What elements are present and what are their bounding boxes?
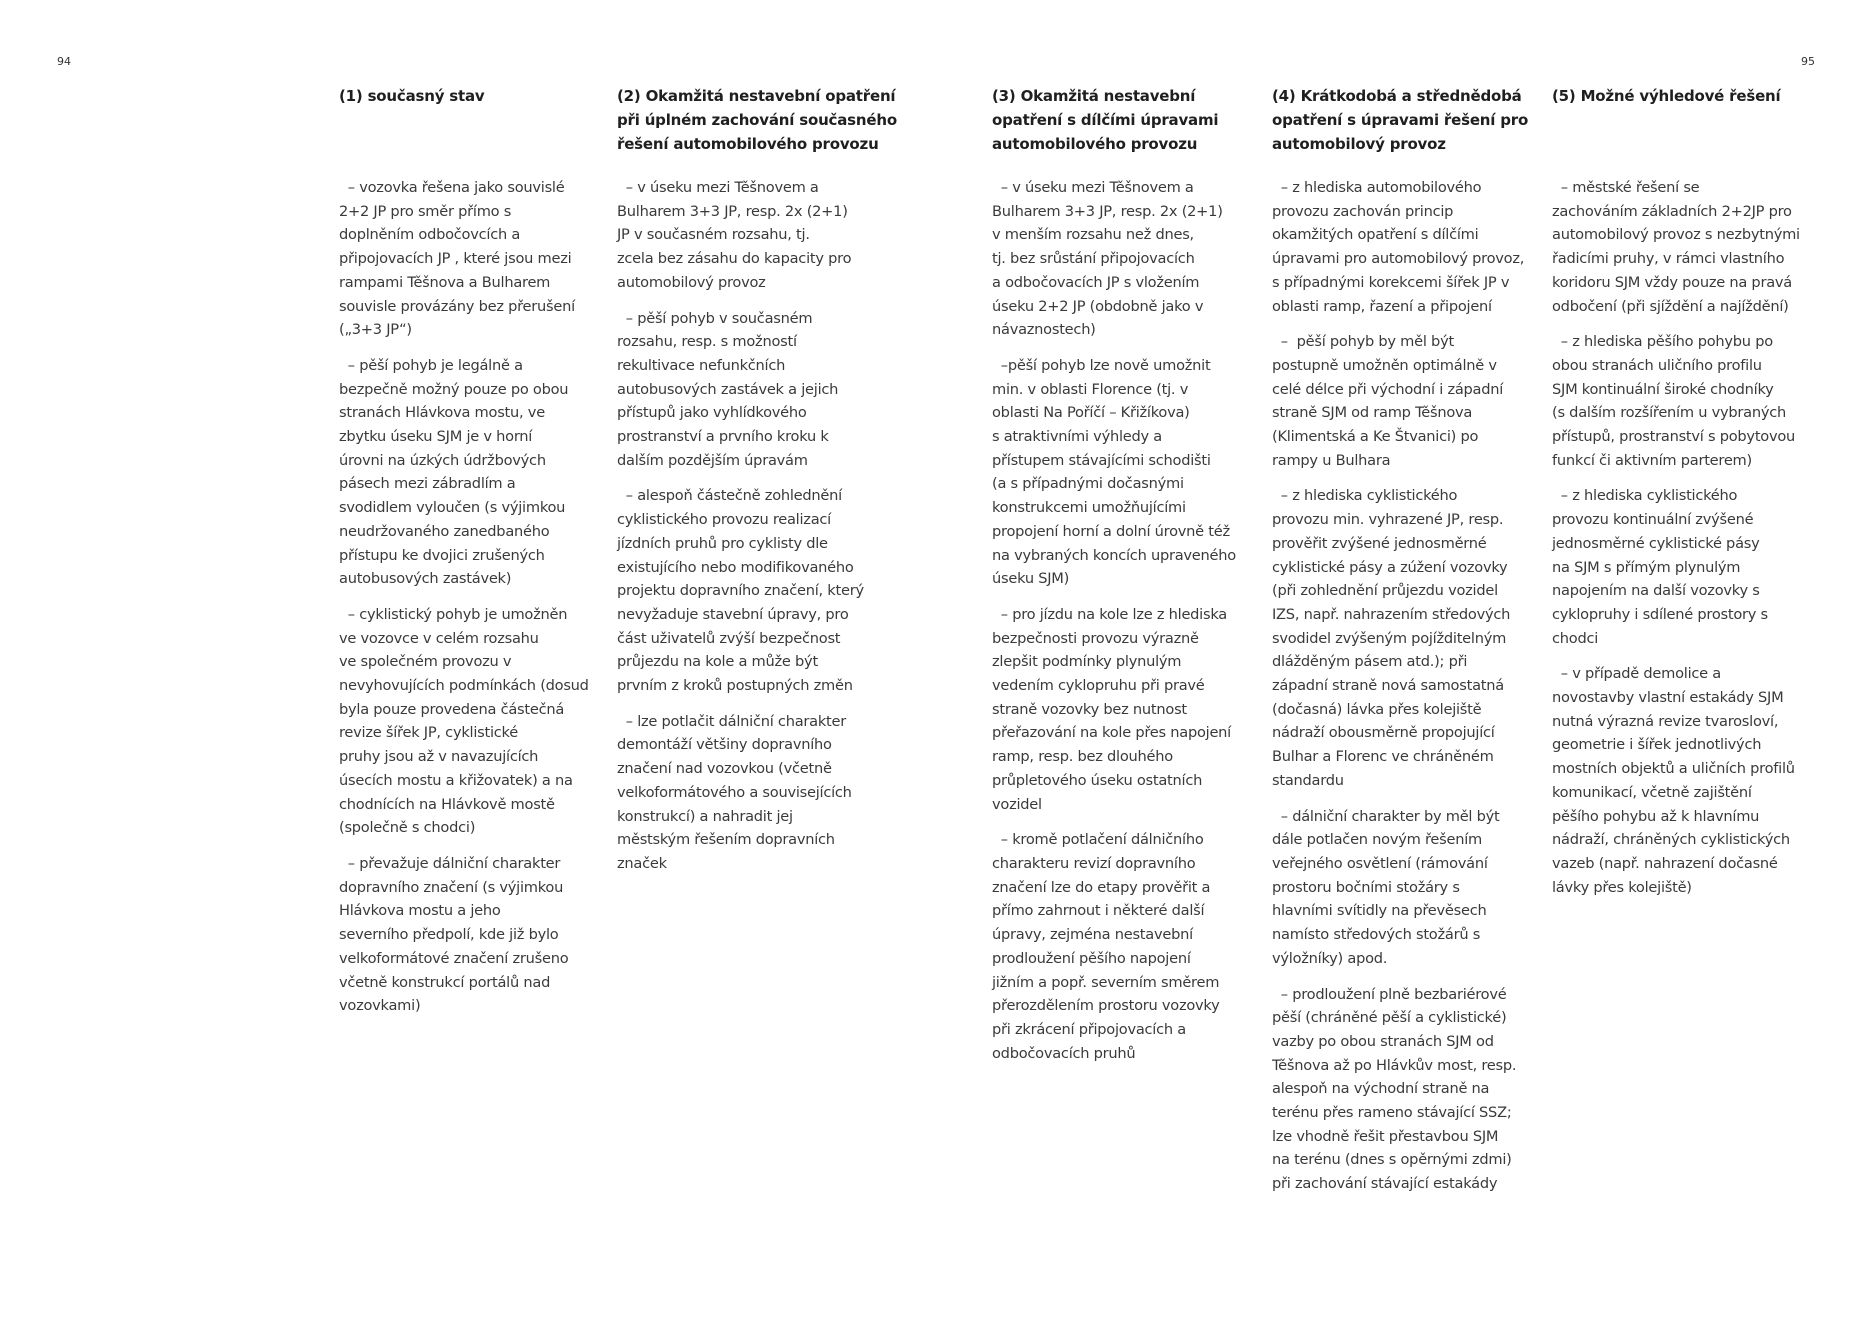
text-line: při zachování stávající estakády <box>1272 1175 1498 1193</box>
text-line: – z hlediska automobilového <box>1272 179 1482 196</box>
text-line: celé délce při východní i západní <box>1272 380 1504 398</box>
text-line: provozu min. vyhrazené JP, resp. <box>1272 511 1504 529</box>
text-line: úseku SJM) <box>992 570 1070 588</box>
text-line: s atraktivními výhledy a <box>992 428 1162 446</box>
text-line: ve společném provozu v <box>339 653 512 671</box>
text-line: terénu přes rameno stávající SSZ; <box>1272 1104 1512 1122</box>
text-line: mostních objektů a uličních profilů <box>1552 760 1795 778</box>
text-line: vedením cyklopruhu při pravé <box>992 677 1205 695</box>
text-line: oblasti ramp, řazení a připojení <box>1272 297 1492 315</box>
text-line: – městské řešení se <box>1552 179 1700 196</box>
text-line: a odbočovacích JP s vložením <box>992 273 1200 291</box>
heading-line: (2) Okamžitá nestavební opatření <box>617 87 896 105</box>
text-line: zcela bez zásahu do kapacity pro <box>617 250 852 268</box>
bullet-paragraph <box>339 176 614 342</box>
text-line: městským řešením dopravních <box>617 831 835 849</box>
text-line: dlážděným pásem atd.); při <box>1272 653 1468 671</box>
bullet-paragraph <box>617 176 892 295</box>
text-line: včetně konstrukcí portálů nad <box>339 973 551 991</box>
text-line: prvním z kroků postupných změn <box>617 677 853 695</box>
text-line: úseku 2+2 JP (obdobně jako v <box>992 297 1204 315</box>
text-line: obou stranách uličního profilu <box>1552 356 1762 374</box>
text-line: přístupem stávajícími schodišti <box>992 451 1211 469</box>
text-line: konstrukcemi umožňujícími <box>992 499 1186 517</box>
text-line: hlavními svítidly na převěsech <box>1272 902 1487 920</box>
text-line: propojení horní a dolní úrovně též <box>992 522 1230 540</box>
text-line: IZS, např. nahrazením středových <box>1272 605 1511 623</box>
text-line: úrovni na úzkých údržbových <box>339 451 546 469</box>
text-line: část uživatelů zvýší bezpečnost <box>617 629 841 647</box>
text-line: při zkrácení připojovacích a <box>992 1020 1186 1038</box>
text-line: úpravy, zejména nestavební <box>992 926 1193 944</box>
bullet-paragraph <box>1272 176 1547 318</box>
text-line: cyklistického provozu realizací <box>617 511 831 529</box>
column-long-term-vision <box>1552 84 1827 911</box>
text-line: značek <box>617 854 667 872</box>
bullet-paragraph <box>339 603 614 840</box>
bullet-paragraph <box>992 176 1267 342</box>
text-line: pěší (chráněné pěší a cyklistické) <box>1272 1009 1507 1027</box>
text-line: (s dalším rozšířením u vybraných <box>1552 404 1786 422</box>
column-body <box>992 176 1267 1065</box>
column-immediate-measures <box>617 84 897 888</box>
text-line: rozsahu, resp. s možností <box>617 333 797 351</box>
text-line: cyklopruhy i sdílené prostory s <box>1552 605 1768 623</box>
text-line: přeřazování na kole přes napojení <box>992 724 1231 742</box>
text-line: výložníky) apod. <box>1272 949 1388 967</box>
text-line: Hlávkova mostu a jeho <box>339 902 501 920</box>
text-line: demontáží většiny dopravního <box>617 736 832 754</box>
column-body <box>1552 176 1827 899</box>
text-line: připojovacích JP , které jsou mezi <box>339 250 572 268</box>
text-line: – z hlediska pěšího pohybu po <box>1552 333 1773 351</box>
text-line: (společně s chodci) <box>339 819 476 837</box>
text-line: úpravami pro automobilový provoz, <box>1272 250 1525 268</box>
text-line: souvisle provázány bez přerušení <box>339 297 575 315</box>
text-line: – z hlediska cyklistického <box>1552 487 1738 505</box>
text-line: vozovkami) <box>339 997 421 1015</box>
text-line: prostoru bočními stožáry s <box>1272 878 1460 896</box>
text-line: veřejného osvětlení (rámování <box>1272 854 1488 872</box>
text-line: postupně umožněn optimálně v <box>1272 356 1497 374</box>
heading-line: při úplném zachování současného <box>617 111 897 129</box>
heading-line: (4) Krátkodobá a střednědobá <box>1272 87 1522 105</box>
heading-line: opatření s úpravami řešení pro <box>1272 111 1529 129</box>
text-line: (dočasná) lávka přes kolejiště <box>1272 700 1482 718</box>
text-line: straně SJM od ramp Těšnova <box>1272 404 1473 422</box>
text-line: dále potlačen novým řešením <box>1272 831 1482 849</box>
text-line: byla pouze provedena částečná <box>339 700 565 718</box>
heading-line: (3) Okamžitá nestavební <box>992 87 1196 105</box>
text-line: rampami Těšnova a Bulharem <box>339 273 551 291</box>
text-line: jednosměrné cyklistické pásy <box>1552 534 1760 552</box>
text-line: na vybraných koncích upraveného <box>992 546 1236 564</box>
text-line: vozidel <box>992 795 1042 813</box>
text-line: přístupů jako vyhlídkového <box>617 404 807 422</box>
text-line: komunikací, včetně zajištění <box>1552 783 1752 801</box>
heading-line: automobilového provozu <box>992 135 1198 153</box>
text-line: neudržovaného zanedbaného <box>339 522 550 540</box>
heading-line: řešení automobilového provozu <box>617 135 879 153</box>
text-line: autobusových zastávek a jejich <box>617 380 839 398</box>
text-line: doplněním odbočovcích a <box>339 226 521 244</box>
heading-line: (1) současný stav <box>339 87 485 105</box>
bullet-paragraph <box>992 828 1267 1065</box>
text-line: značení lze do etapy prověřit a <box>992 878 1211 896</box>
bullet-paragraph <box>992 603 1267 816</box>
text-line: – v případě demolice a <box>1552 665 1721 683</box>
text-line: ramp, resp. bez dlouhého <box>992 748 1173 766</box>
text-line: rampy u Bulhara <box>1272 451 1391 469</box>
column-current-state <box>339 84 614 1030</box>
text-line: revize šířek JP, cyklistické <box>339 724 518 742</box>
bullet-paragraph <box>617 484 892 697</box>
text-line: průpletového úseku ostatních <box>992 771 1203 789</box>
text-line: zachováním základních 2+2JP pro <box>1552 202 1792 220</box>
text-line: dopravního značení (s výjimkou <box>339 878 564 896</box>
column-body <box>1272 176 1547 1196</box>
text-line: vazby po obou stranách SJM od <box>1272 1032 1494 1050</box>
text-line: projektu dopravního značení, který <box>617 582 864 600</box>
text-line: automobilový provoz <box>617 273 766 291</box>
page-number-left: 94 <box>57 55 71 68</box>
text-line: značení nad vozovkou (včetně <box>617 760 832 778</box>
text-line: odbočení (při sjíždění a najíždění) <box>1552 297 1789 315</box>
text-line: – pro jízdu na kole lze z hlediska <box>992 605 1227 623</box>
text-line: koridoru SJM vždy pouze na pravá <box>1552 273 1792 291</box>
heading-line: (5) Možné výhledové řešení <box>1552 87 1781 105</box>
text-line: – kromě potlačení dálničního <box>992 831 1204 849</box>
text-line: – pěší pohyb je legálně a <box>339 356 523 374</box>
bullet-paragraph <box>1552 330 1827 472</box>
column-partial-adjustments <box>992 84 1267 1077</box>
text-line: alespoň na východní straně na <box>1272 1080 1490 1098</box>
text-line: západní straně nová samostatná <box>1272 677 1504 695</box>
text-line: v menším rozsahu než dnes, <box>992 226 1194 244</box>
text-line: přerozdělením prostoru vozovky <box>992 997 1220 1015</box>
bullet-paragraph <box>617 307 892 473</box>
text-line: – převažuje dálniční charakter <box>339 854 561 872</box>
page-number-right: 95 <box>1801 55 1815 68</box>
text-line: s případnými korekcemi šířek JP v <box>1272 273 1510 291</box>
text-line: – z hlediska cyklistického <box>1272 487 1458 505</box>
text-line: zbytku úseku SJM je v horní <box>339 428 533 446</box>
text-line: chodnících na Hlávkově mostě <box>339 795 555 813</box>
text-line: novostavby vlastní estakády SJM <box>1552 689 1784 707</box>
heading-line: opatření s dílčími úpravami <box>992 111 1219 129</box>
text-line: úsecích mostu a křižovatek) a na <box>339 771 573 789</box>
text-line: straně vozovky bez nutnost <box>992 700 1187 718</box>
text-line: velkoformátového a souvisejících <box>617 783 852 801</box>
text-line: bezpečně možný pouze po obou <box>339 380 569 398</box>
text-line: na SJM s přímým plynulým <box>1552 558 1741 576</box>
text-line: automobilový provoz s nezbytnými <box>1552 226 1800 244</box>
bullet-paragraph <box>1272 330 1547 472</box>
column-body <box>339 176 614 1018</box>
bullet-paragraph <box>1272 484 1547 792</box>
text-line: nevyhovujících podmínkách (dosud <box>339 677 589 695</box>
text-line: autobusových zastávek) <box>339 570 512 588</box>
bullet-paragraph <box>992 354 1267 591</box>
text-line: funkcí či aktivním parterem) <box>1552 451 1752 469</box>
text-line: – lze potlačit dálniční charakter <box>617 712 846 730</box>
text-line: Těšnova až po Hlávkův most, resp. <box>1272 1056 1517 1074</box>
text-line: nutná výrazná revize tvarosloví, <box>1552 712 1779 730</box>
heading-line: automobilový provoz <box>1272 135 1446 153</box>
text-line: stranách Hlávkova mostu, ve <box>339 404 545 422</box>
text-line: lávky přes kolejiště) <box>1552 878 1692 896</box>
text-line: provozu kontinuální zvýšené <box>1552 511 1754 529</box>
text-line: svodidlem vyloučen (s výjimkou <box>339 499 566 517</box>
text-line: prověřit zvýšené jednosměrné <box>1272 534 1487 552</box>
text-line: (při zohlednění průjezdu vozidel <box>1272 582 1498 600</box>
text-line: JP v současném rozsahu, tj. <box>617 226 810 244</box>
text-line: – v úseku mezi Těšnovem a <box>992 179 1194 196</box>
text-line: prodloužení pěšího napojení <box>992 949 1191 967</box>
text-line: namísto středových stožárů s <box>1272 926 1481 944</box>
text-line: rekultivace nefunkčních <box>617 356 786 374</box>
text-line: nádraží, chráněných cyklistických <box>1552 831 1790 849</box>
text-line: – prodloužení plně bezbariérové <box>1272 985 1507 1003</box>
column-heading <box>339 84 614 180</box>
text-line: pásech mezi zábradlím a <box>339 475 516 493</box>
text-line: návaznostech) <box>992 321 1096 339</box>
text-line: přímo zahrnout i některé další <box>992 902 1205 920</box>
bullet-paragraph <box>1552 662 1827 899</box>
text-line: nevyžaduje stavební úpravy, pro <box>617 605 849 623</box>
text-line: – v úseku mezi Těšnovem a <box>617 179 819 196</box>
text-line: lze vhodně řešit přestavbou SJM <box>1272 1127 1499 1145</box>
text-line: („3+3 JP“) <box>339 321 412 339</box>
text-line: existujícího nebo modifikovaného <box>617 558 854 576</box>
bullet-paragraph <box>339 354 614 591</box>
text-line: průjezdu na kole a může být <box>617 653 818 671</box>
text-line: cyklistické pásy a zúžení vozovky <box>1272 558 1508 576</box>
column-heading <box>1552 84 1827 180</box>
column-heading <box>617 84 897 180</box>
text-line: vazeb (např. nahrazení dočasné <box>1552 854 1778 872</box>
text-line: konstrukcí) a nahradit jej <box>617 807 793 825</box>
bullet-paragraph <box>1552 176 1827 318</box>
bullet-paragraph <box>1272 805 1547 971</box>
text-line: severního předpolí, kde již bylo <box>339 926 559 944</box>
text-line: tj. bez srůstání připojovacích <box>992 250 1195 268</box>
text-line: přístupů, prostranství s pobytovou <box>1552 428 1796 446</box>
text-line: dalším pozdějším úpravám <box>617 451 808 469</box>
text-line: napojením na další vozovky s <box>1552 582 1760 600</box>
text-line: geometrie i šířek jednotlivých <box>1552 736 1762 754</box>
text-line: 2+2 JP pro směr přímo s <box>339 202 512 220</box>
text-line: Bulhar a Florenc ve chráněném <box>1272 748 1494 766</box>
text-line: – alespoň částečně zohlednění <box>617 487 842 505</box>
text-line: (Klimentská a Ke Štvanici) po <box>1272 428 1479 446</box>
column-heading <box>992 84 1267 180</box>
text-line: – pěší pohyb by měl být <box>1272 333 1454 351</box>
text-line: svodidel zvýšeným pojížditelným <box>1272 629 1507 647</box>
text-line: – vozovka řešena jako souvislé <box>339 179 565 196</box>
text-line: pěšího pohybu až k hlavnímu <box>1552 807 1760 825</box>
text-line: ve vozovce v celém rozsahu <box>339 629 539 647</box>
text-line: SJM kontinuální široké chodníky <box>1552 380 1774 398</box>
column-heading <box>1272 84 1547 180</box>
text-line: bezpečnosti provozu výrazně <box>992 629 1199 647</box>
text-line: okamžitých opatření s dílčími <box>1272 226 1479 244</box>
text-line: řadicími pruhy, v rámci vlastního <box>1552 250 1785 268</box>
text-line: standardu <box>1272 771 1344 789</box>
text-line: min. v oblasti Florence (tj. v <box>992 380 1189 398</box>
bullet-paragraph <box>339 852 614 1018</box>
text-line: chodci <box>1552 629 1599 647</box>
text-line: –pěší pohyb lze nově umožnit <box>992 356 1211 374</box>
text-line: Bulharem 3+3 JP, resp. 2x (2+1) <box>617 202 848 220</box>
text-line: provozu zachován princip <box>1272 202 1454 220</box>
text-line: (a s případnými dočasnými <box>992 475 1184 493</box>
bullet-paragraph <box>1552 484 1827 650</box>
text-line: prostranství a prvního kroku k <box>617 428 829 446</box>
bullet-paragraph <box>617 710 892 876</box>
text-line: Bulharem 3+3 JP, resp. 2x (2+1) <box>992 202 1223 220</box>
text-line: zlepšit podmínky plynulým <box>992 653 1182 671</box>
text-line: odbočovacích pruhů <box>992 1044 1136 1062</box>
text-line: jízdních pruhů pro cyklisty dle <box>617 534 828 552</box>
text-line: – pěší pohyb v současném <box>617 309 813 327</box>
text-line: – cyklistický pohyb je umožněn <box>339 605 568 623</box>
text-line: na terénu (dnes s opěrnými zdmi) <box>1272 1151 1512 1169</box>
column-body <box>617 176 892 876</box>
text-line: nádraží obousměrně propojující <box>1272 724 1495 742</box>
text-line: charakteru revizí dopravního <box>992 854 1196 872</box>
text-line: – dálniční charakter by měl být <box>1272 807 1500 825</box>
text-line: pruhy jsou až v navazujících <box>339 748 539 766</box>
text-line: velkoformátové značení zrušeno <box>339 949 569 967</box>
bullet-paragraph <box>1272 983 1547 1196</box>
text-line: jižním a popř. severním směrem <box>992 973 1220 991</box>
text-line: přístupu ke dvojici zrušených <box>339 546 545 564</box>
column-short-mid-term <box>1272 84 1547 1208</box>
text-line: oblasti Na Poříčí – Křižíkova) <box>992 404 1190 422</box>
